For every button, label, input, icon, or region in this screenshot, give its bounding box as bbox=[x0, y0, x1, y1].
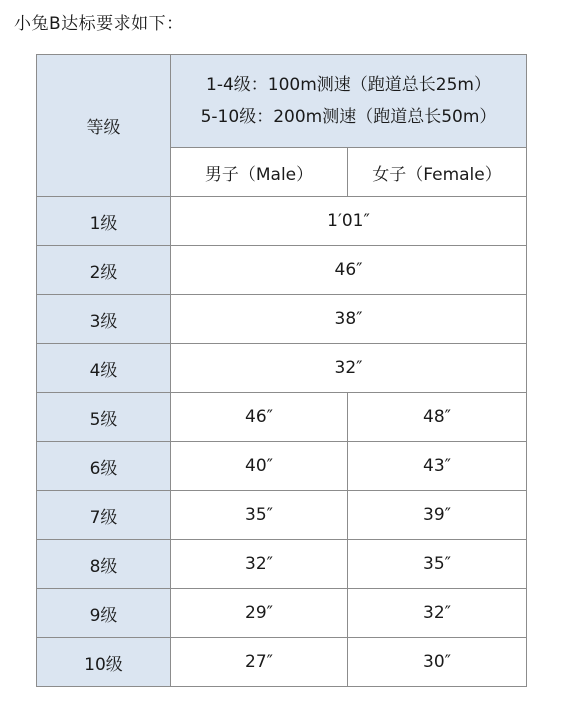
time-cell: 38″ bbox=[171, 295, 527, 344]
level-cell: 10级 bbox=[37, 638, 171, 687]
female-time-cell: 30″ bbox=[348, 638, 527, 687]
level-cell: 7级 bbox=[37, 491, 171, 540]
female-time-cell: 48″ bbox=[348, 393, 527, 442]
level-cell: 8级 bbox=[37, 540, 171, 589]
table-row bbox=[37, 246, 527, 295]
level-header: 等级 bbox=[37, 55, 171, 197]
time-cell: 32″ bbox=[171, 344, 527, 393]
table-row bbox=[37, 197, 527, 246]
female-header: 女子（Female） bbox=[348, 148, 527, 197]
distance-header-line1: 1-4级：100m测速（跑道总长25m） bbox=[206, 75, 491, 95]
table-row bbox=[37, 491, 527, 540]
level-cell: 6级 bbox=[37, 442, 171, 491]
intro-text: 小兔B达标要求如下： bbox=[14, 14, 184, 34]
male-time-cell: 35″ bbox=[171, 491, 348, 540]
table-row bbox=[37, 393, 527, 442]
female-time-cell: 39″ bbox=[348, 491, 527, 540]
standards-table bbox=[36, 54, 527, 687]
male-time-cell: 29″ bbox=[171, 589, 348, 638]
male-time-cell: 40″ bbox=[171, 442, 348, 491]
table-row bbox=[37, 589, 527, 638]
table-row bbox=[37, 540, 527, 589]
table-row bbox=[37, 442, 527, 491]
table-row bbox=[37, 295, 527, 344]
female-time-cell: 35″ bbox=[348, 540, 527, 589]
female-time-cell: 43″ bbox=[348, 442, 527, 491]
male-header: 男子（Male） bbox=[171, 148, 348, 197]
level-cell: 2级 bbox=[37, 246, 171, 295]
level-cell: 5级 bbox=[37, 393, 171, 442]
female-time-cell: 32″ bbox=[348, 589, 527, 638]
table-row bbox=[37, 344, 527, 393]
level-cell: 1级 bbox=[37, 197, 171, 246]
male-time-cell: 32″ bbox=[171, 540, 348, 589]
time-cell: 46″ bbox=[171, 246, 527, 295]
distance-header bbox=[171, 55, 527, 148]
time-cell: 1′01″ bbox=[171, 197, 527, 246]
level-cell: 3级 bbox=[37, 295, 171, 344]
distance-header-line2: 5-10级：200m测速（跑道总长50m） bbox=[200, 107, 497, 127]
table-row bbox=[37, 638, 527, 687]
level-cell: 4级 bbox=[37, 344, 171, 393]
male-time-cell: 46″ bbox=[171, 393, 348, 442]
level-cell: 9级 bbox=[37, 589, 171, 638]
male-time-cell: 27″ bbox=[171, 638, 348, 687]
header-row bbox=[37, 55, 527, 148]
